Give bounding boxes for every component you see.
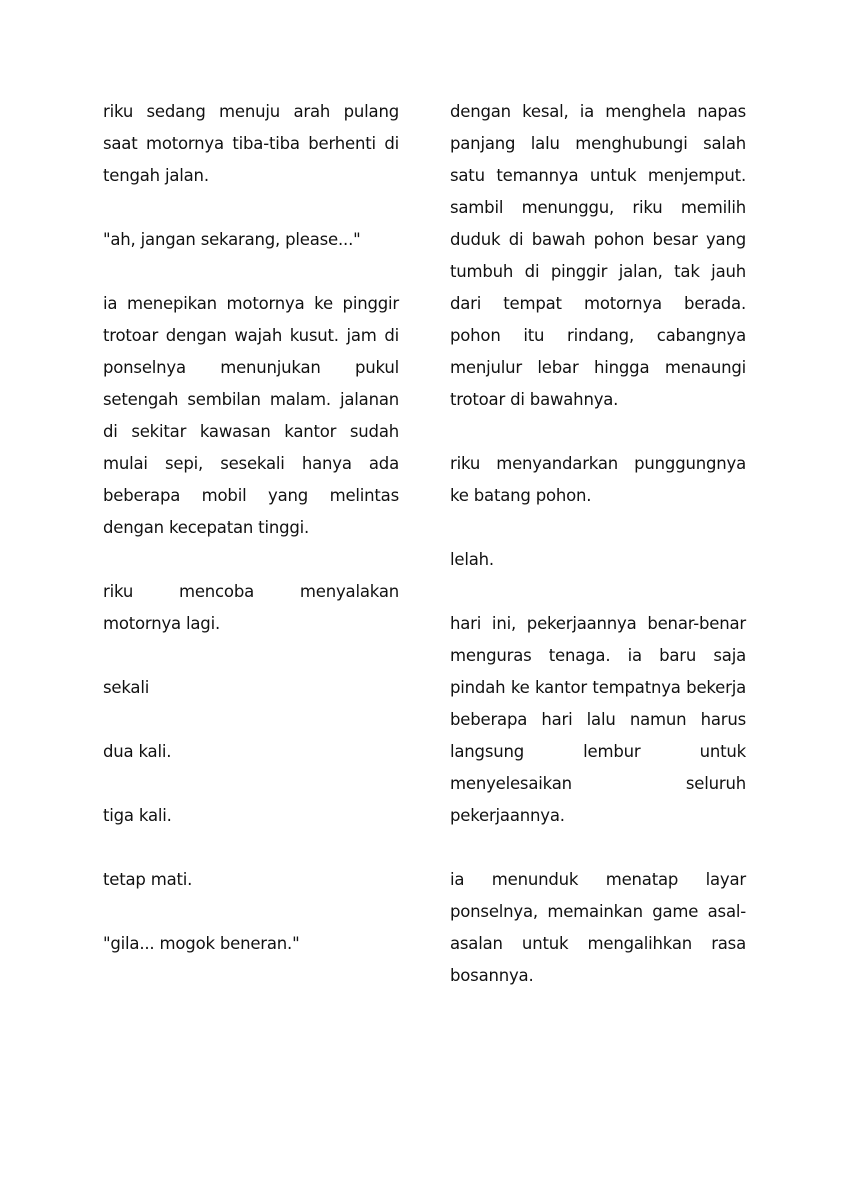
- paragraph: riku menyandarkan punggungnya ke batang pohon.: [450, 454, 746, 505]
- paragraph: ia menepikan motornya ke pinggir trotoar dengan wajah kusut. jam di ponselnya menunjukan pukul setengah sembilan malam. jalanan di sekitar kawasan kantor sudah mulai sepi, sesekali hanya ada beberapa mobil yang melintas dengan kecepatan tinggi.: [103, 294, 399, 537]
- paragraph: dua kali.: [103, 742, 172, 761]
- paragraph: riku sedang menuju arah pulang saat motornya tiba-tiba berhenti di tengah jalan.: [103, 102, 399, 185]
- paragraph: ia menunduk menatap layar ponselnya, memainkan game asal-asalan untuk mengalihkan rasa bosannya.: [450, 870, 746, 985]
- paragraph: tetap mati.: [103, 870, 193, 889]
- paragraph: "ah, jangan sekarang, please...": [103, 230, 361, 249]
- paragraph: hari ini, pekerjaannya benar-benar menguras tenaga. ia baru saja pindah ke kantor tempatnya bekerja beberapa hari lalu namun harus langsung lembur untuk menyelesaikan seluruh pekerjaannya.: [450, 614, 746, 825]
- paragraph: dengan kesal, ia menghela napas panjang lalu menghubungi salah satu temannya untuk menjemput. sambil menunggu, riku memilih duduk di bawah pohon besar yang tumbuh di pinggir jalan, tak jauh dari tempat motornya berada. pohon itu rindang, cabangnya menjulur lebar hingga menaungi trotoar di bawahnya.: [450, 102, 746, 409]
- paragraph: tiga kali.: [103, 806, 172, 825]
- paragraph: sekali: [103, 678, 150, 697]
- right-column: [450, 96, 746, 1024]
- left-column: [103, 96, 399, 992]
- paragraph: lelah.: [450, 550, 494, 569]
- paragraph: riku mencoba menyalakan motornya lagi.: [103, 582, 399, 633]
- paragraph: "gila... mogok beneran.": [103, 934, 300, 953]
